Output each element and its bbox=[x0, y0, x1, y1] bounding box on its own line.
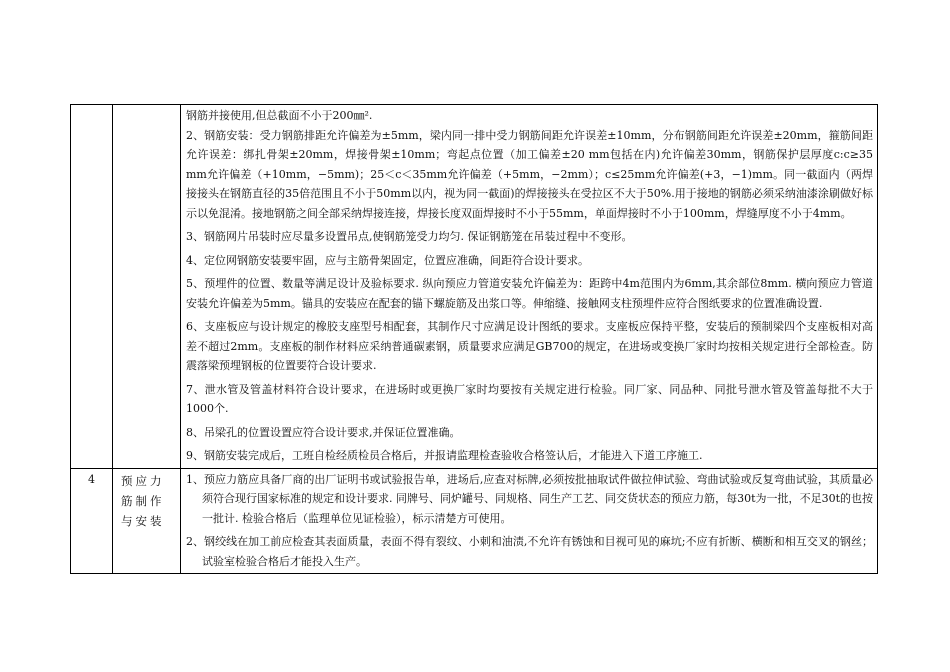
row-number-cell bbox=[71, 105, 113, 469]
row-number-cell bbox=[71, 468, 113, 574]
table-row bbox=[71, 468, 878, 574]
item-name: 预应力筋制作与安装 bbox=[121, 473, 165, 528]
row-number bbox=[71, 105, 112, 109]
requirement-paragraph: 8、吊梁孔的位置设置应符合设计要求,并保证位置准确。 bbox=[186, 425, 461, 439]
requirement-paragraph: 5、预埋件的位置、数量等满足设计及验标要求. 纵向预应力管道安装允许偏差为：距跨中4m范围内为6mm,其余部位8mm. 横向预应力管道安装允许偏差为5mm。锚具的安装应在配套的锚下螺旋筋及出浆口等。伸缩缝、接触网支柱预埋件应符合图纸要求的位置准确设置. bbox=[186, 277, 873, 310]
requirement-paragraph: 1、预应力筋应具备厂商的出厂证明书或试验报告单，进场后,应查对标牌,必须按批抽取试件做拉伸试验、弯曲试验或反复弯曲试验，其质量必须符合现行国家标准的规定和设计要求. 同牌号、同炉罐号、同规格、同生产工艺、同交货状态的预应力筋，每30t为一批，不足30t的也按一批计. 检验合格后（监理单位见证检验），标示清楚方可使用。 bbox=[186, 472, 873, 525]
requirement-paragraph: 4、定位网钢筋安装要牢固，应与主筋骨架固定，位置应准确，间距符合设计要求。 bbox=[186, 253, 589, 267]
table-row bbox=[71, 105, 878, 469]
requirements-cell bbox=[181, 468, 878, 574]
requirement-paragraph: 钢筋并接使用,但总截面不小于200㎜². bbox=[186, 109, 373, 122]
item-name bbox=[113, 105, 180, 107]
item-name-cell bbox=[113, 105, 181, 469]
requirement-paragraph: 9、钢筋安装完成后，工班自检经质检员合格后，并报请监理检查验收合格签认后，才能进入下道工序施工. bbox=[186, 449, 703, 462]
item-name-cell bbox=[113, 468, 181, 574]
requirement-paragraph: 3、钢筋网片吊装时应尽量多设置吊点,使钢筋笼受力均匀. 保证钢筋笼在吊装过程中不变形。 bbox=[186, 230, 633, 243]
requirement-paragraph: 2、钢绞线在加工前应检查其表面质量，表面不得有裂纹、小刺和油渍,不允许有锈蚀和目视可见的麻坑;不应有折断、横断和相互交叉的钢丝；试验室检验合格后才能投入生产。 bbox=[186, 535, 873, 568]
requirement-paragraph: 2、钢筋安装：受力钢筋排距允许偏差为±5mm，梁内同一排中受力钢筋间距允许误差±10mm，分布钢筋间距允许误差±20mm，箍筋间距允许误差：绑扎骨架±20mm，焊接骨架±10mm；弯起点位置（加工偏差±20 mm包括在内)允许偏差30mm，钢筋保护层厚度c:c≥35 mm允许偏差（+10mm，−5mm)；25＜c＜35mm允许偏差（+5mm，−2mm）；c≤25mm允许偏差(+3，−1)mm。同一截面内（两焊接接头在钢筋直径的35倍范围且不小于50mm以内，视为同一截面)的焊接接头在受拉区不大于50%.用于接地的钢筋必须采纳油漆涂刷做好标示以免混淆。接地钢筋之间全部采纳焊接连接，焊接长度双面焊接时不小于55mm，单面焊接时不小于100mm，焊缝厚度不小于4mm。 bbox=[186, 128, 873, 220]
spec-table bbox=[70, 104, 878, 574]
requirement-paragraph: 7、泄水管及管盖材料符合设计要求，在进场时或更换厂家时均要按有关规定进行检验。同厂家、同品种、同批号泄水管及管盖每批不大于1000个. bbox=[186, 382, 873, 415]
requirements-cell bbox=[181, 105, 878, 469]
requirement-paragraph: 6、支座板应与设计规定的橡胶支座型号相配套，其制作尺寸应满足设计图纸的要求。支座板应保持平整，安装后的预制梁四个支座板相对高差不超过2mm。支座板的制作材料应采纳普通碳素钢，质量要求应满足GB700的规定，在进场或变换厂家时均按相关规定进行全部检查。防震落梁预埋钢板的位置要符合设计要求. bbox=[186, 320, 873, 372]
row-number: 4 bbox=[88, 472, 95, 486]
